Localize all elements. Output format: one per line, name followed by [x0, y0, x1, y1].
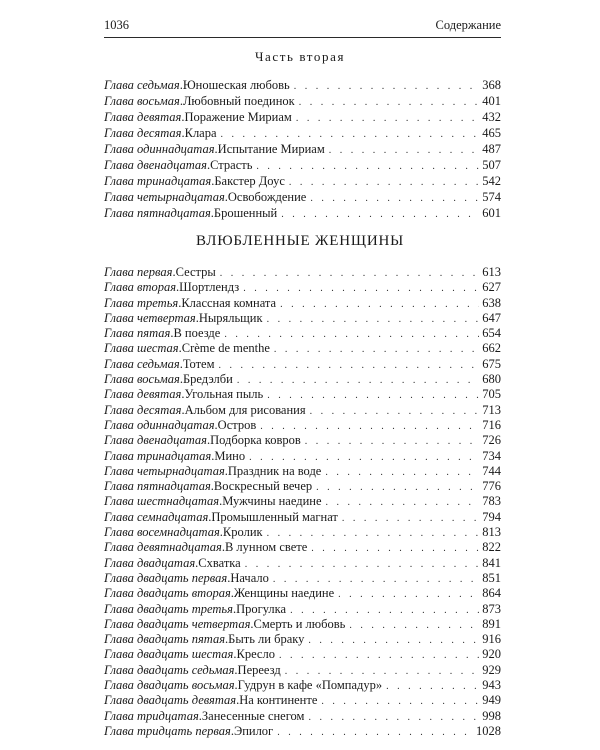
chapter-separator: . — [172, 265, 176, 279]
chapter-title: Мужчины наедине — [222, 494, 322, 509]
toc-entry — [104, 93, 501, 109]
dot-leader — [256, 159, 479, 175]
chapter-title: Мино — [214, 448, 246, 463]
page-ref: 574 — [482, 190, 501, 204]
chapter-label: Глава двадцать четвертая — [104, 616, 251, 631]
chapter-title: Воскресный вечер — [213, 479, 313, 494]
chapter-separator: . — [227, 570, 231, 585]
chapter-label: Глава тридцать первая — [104, 723, 231, 738]
page-ref: 822 — [482, 540, 501, 555]
dot-leader — [308, 633, 479, 648]
chapter-label: Глава пятнадцатая — [104, 479, 211, 494]
dot-leader — [310, 191, 479, 207]
chapter-title: Бакстер Доус — [214, 174, 285, 188]
chapter-separator: . — [179, 356, 183, 371]
chapter-separator: . — [206, 158, 211, 172]
dot-leader — [316, 480, 479, 495]
dot-leader — [277, 725, 473, 740]
page-ref: 680 — [482, 372, 501, 387]
chapter-label: Глава семнадцатая — [104, 509, 209, 524]
chapter-separator: . — [211, 448, 215, 463]
toc-entry — [104, 647, 501, 662]
chapter-separator: . — [179, 94, 183, 108]
page-ref: 891 — [482, 616, 501, 631]
chapter-title: Ныряльщик — [198, 310, 263, 325]
page-ref: 841 — [482, 555, 501, 570]
page-ref: 662 — [482, 341, 501, 356]
chapter-label: Глава восьмая — [104, 94, 180, 108]
toc-entry — [104, 433, 501, 448]
toc-entry — [104, 556, 501, 571]
chapter-title: Crème de menthe — [181, 341, 270, 356]
chapter-separator: . — [170, 326, 174, 341]
chapter-title: Поражение Мириам — [184, 110, 292, 124]
chapter-title: Страсть — [210, 158, 253, 172]
chapter-separator: . — [214, 142, 218, 156]
chapter-separator: . — [232, 601, 237, 616]
chapter-label: Глава третья — [104, 295, 179, 310]
toc-entry — [104, 189, 501, 205]
dot-leader — [274, 342, 479, 357]
chapter-separator: . — [219, 494, 223, 509]
chapter-separator: . — [178, 341, 182, 356]
chapter-label: Глава седьмая — [104, 78, 180, 92]
dot-leader — [245, 557, 480, 572]
chapter-title: Эпилог — [233, 723, 274, 738]
chapter-title: Испытание Мириам — [217, 142, 325, 156]
chapter-separator: . — [224, 463, 228, 478]
chapter-title: Прогулка — [236, 601, 287, 616]
toc-entry — [104, 602, 501, 617]
chapter-label: Глава двадцать девятая — [104, 693, 237, 708]
toc-entry — [104, 205, 501, 221]
toc-entry — [104, 632, 501, 647]
dot-leader — [224, 327, 479, 342]
dot-leader — [260, 419, 479, 434]
chapter-separator: . — [198, 708, 202, 723]
running-title: Содержание — [435, 18, 501, 32]
chapter-label: Глава двадцать вторая — [104, 586, 231, 601]
chapter-title: Смерть и любовь — [253, 616, 346, 631]
page-ref: 916 — [482, 632, 501, 647]
toc-entry — [104, 109, 501, 125]
page-ref: 920 — [482, 647, 501, 662]
chapter-title: Гудрун в кафе «Помпадур» — [237, 678, 383, 693]
chapter-title: В поезде — [173, 326, 221, 341]
chapter-separator: . — [195, 310, 199, 325]
chapter-label: Глава девятая — [104, 110, 182, 124]
chapter-label: Глава двадцать седьмая — [104, 662, 235, 677]
chapter-title: Кресло — [236, 647, 275, 662]
toc-entry — [104, 586, 501, 601]
toc-entry — [104, 157, 501, 173]
dot-leader — [329, 143, 479, 159]
toc-entry — [104, 141, 501, 157]
chapter-separator: . — [181, 387, 185, 402]
page-ref: 794 — [482, 509, 501, 524]
chapter-title: Женщины наедине — [233, 586, 335, 601]
toc-entry — [104, 403, 501, 418]
chapter-title: Любовный поединок — [182, 94, 295, 108]
page-ref: 851 — [482, 570, 501, 585]
chapter-title: Занесенные снегом — [201, 708, 305, 723]
dot-leader — [279, 648, 479, 663]
toc-entry — [104, 617, 501, 632]
chapter-label: Глава седьмая — [104, 356, 180, 371]
page-ref: 998 — [482, 708, 501, 723]
page-ref: 627 — [482, 280, 501, 295]
toc-entry — [104, 449, 501, 464]
toc-entry — [104, 571, 501, 586]
chapter-label: Глава одиннадцатая — [104, 142, 215, 156]
chapter-separator: . — [178, 295, 182, 310]
toc-entry — [104, 341, 501, 356]
dot-leader — [290, 603, 479, 618]
page-ref: 368 — [482, 78, 501, 92]
women-in-love-contents — [104, 265, 501, 739]
dot-leader — [267, 388, 479, 403]
toc-entry — [104, 296, 501, 311]
chapter-separator: . — [181, 110, 185, 124]
dot-leader — [310, 404, 480, 419]
dot-leader — [338, 587, 479, 602]
chapter-title: Переезд — [237, 662, 281, 677]
dot-leader — [305, 434, 479, 449]
page-ref: 744 — [482, 463, 501, 478]
page-ref: 864 — [482, 586, 501, 601]
chapter-separator: . — [210, 206, 214, 220]
toc-entry — [104, 387, 501, 402]
chapter-label: Глава двадцатая — [104, 555, 196, 570]
chapter-separator: . — [234, 678, 238, 693]
dot-leader — [325, 465, 479, 480]
page-ref: 487 — [482, 142, 501, 156]
chapter-title: Клара — [184, 126, 217, 140]
page-ref: 929 — [482, 662, 501, 677]
chapter-separator: . — [181, 126, 185, 140]
chapter-separator: . — [224, 190, 228, 204]
page-ref: 638 — [482, 295, 501, 310]
chapter-separator: . — [230, 586, 234, 601]
chapter-separator: . — [233, 647, 237, 662]
chapter-separator: . — [211, 174, 215, 188]
chapter-separator: . — [210, 479, 214, 494]
dot-leader — [321, 694, 479, 709]
chapter-label: Глава тридцатая — [104, 708, 199, 723]
page-ref: 776 — [482, 479, 501, 494]
chapter-label: Глава двадцать пятая — [104, 632, 226, 647]
chapter-label: Глава восемнадцатая — [104, 525, 220, 540]
chapter-title: Шортлендз — [179, 280, 240, 295]
toc-entry — [104, 311, 501, 326]
chapter-separator: . — [250, 616, 254, 631]
section-title: ВЛЮБЛЕННЫЕ ЖЕНЩИНЫ — [196, 233, 404, 249]
dot-leader — [294, 79, 480, 95]
chapter-label: Глава девятнадцатая — [104, 540, 222, 555]
page-number: 1036 — [104, 18, 129, 32]
chapter-separator: . — [219, 525, 223, 540]
chapter-label: Глава девятая — [104, 387, 182, 402]
page-ref: 401 — [482, 94, 501, 108]
page-ref: 432 — [482, 110, 501, 124]
chapter-separator: . — [225, 632, 229, 647]
dot-leader — [342, 511, 479, 526]
chapter-title: Подборка ковров — [210, 433, 301, 448]
page-ref: 705 — [482, 387, 501, 402]
toc-entry — [104, 678, 501, 693]
page-ref: 813 — [482, 525, 501, 540]
chapter-label: Глава десятая — [104, 126, 182, 140]
chapter-label: Глава четырнадцатая — [104, 190, 225, 204]
chapter-label: Глава вторая — [104, 280, 177, 295]
chapter-title: Освобождение — [227, 190, 307, 204]
chapter-title: Тотем — [182, 356, 215, 371]
chapter-label: Глава десятая — [104, 402, 182, 417]
page-ref: 654 — [482, 326, 501, 341]
toc-entry — [104, 77, 501, 93]
dot-leader — [219, 358, 480, 373]
chapter-title: Промышленный магнат — [211, 509, 338, 524]
dot-leader — [326, 495, 480, 510]
chapter-label: Глава восьмая — [104, 372, 180, 387]
chapter-label: Глава двенадцатая — [104, 433, 207, 448]
page-ref: 716 — [482, 417, 501, 432]
part-two-contents — [104, 77, 501, 221]
chapter-title: Начало — [230, 570, 269, 585]
chapter-title: Схватка — [198, 555, 241, 570]
page-ref: 1028 — [476, 723, 501, 738]
chapter-title: Бредэлби — [182, 372, 233, 387]
page-ref: 734 — [482, 448, 501, 463]
chapter-separator: . — [208, 509, 212, 524]
dot-leader — [249, 450, 479, 465]
dot-leader — [289, 175, 479, 191]
dot-leader — [220, 266, 479, 281]
dot-leader — [299, 95, 480, 111]
dot-leader — [273, 572, 479, 587]
page-ref: 943 — [482, 678, 501, 693]
chapter-title: Альбом для рисования — [184, 402, 306, 417]
chapter-label: Глава двенадцатая — [104, 158, 207, 172]
toc-entry — [104, 494, 501, 509]
running-head — [104, 15, 501, 38]
chapter-separator: . — [214, 417, 218, 432]
toc-entry — [104, 693, 501, 708]
toc-entry — [104, 525, 501, 540]
toc-entry — [104, 357, 501, 372]
dot-leader — [243, 281, 479, 296]
dot-leader — [308, 710, 479, 725]
toc-entry — [104, 280, 501, 295]
dot-leader — [237, 373, 479, 388]
chapter-title: В лунном свете — [224, 540, 308, 555]
chapter-title: Праздник на воде — [227, 463, 322, 478]
page-ref: 726 — [482, 433, 501, 448]
toc-entry — [104, 265, 501, 280]
page-ref: 713 — [482, 402, 501, 417]
page-ref: 542 — [482, 174, 501, 188]
toc-entry — [104, 663, 501, 678]
page-ref: 507 — [482, 158, 501, 172]
chapter-label: Глава двадцать первая — [104, 570, 228, 585]
chapter-label: Глава четырнадцатая — [104, 463, 225, 478]
chapter-label: Глава четвертая — [104, 310, 196, 325]
chapter-title: Угольная пыль — [184, 387, 264, 402]
chapter-label: Глава первая — [104, 265, 173, 279]
page-ref: 873 — [482, 601, 501, 616]
dot-leader — [281, 207, 479, 223]
chapter-separator: . — [195, 555, 199, 570]
toc-entry — [104, 125, 501, 141]
toc-entry — [104, 372, 501, 387]
toc-entry — [104, 540, 501, 555]
chapter-separator: . — [181, 402, 185, 417]
chapter-separator: . — [230, 723, 234, 738]
dot-leader — [280, 297, 479, 312]
chapter-label: Глава пятая — [104, 326, 171, 341]
page-ref: 647 — [482, 310, 501, 325]
chapter-title: Остров — [217, 417, 257, 432]
dot-leader — [267, 312, 480, 327]
page-ref: 465 — [482, 126, 501, 140]
dot-leader — [296, 111, 479, 127]
chapter-label: Глава тринадцатая — [104, 174, 212, 188]
part-title: Часть вторая — [254, 49, 346, 64]
chapter-label: Глава одиннадцатая — [104, 417, 215, 432]
page-ref: 783 — [482, 494, 501, 509]
chapter-separator: . — [236, 693, 240, 708]
toc-entry — [104, 510, 501, 525]
toc-entry — [104, 418, 501, 433]
chapter-label: Глава двадцать восьмая — [104, 678, 235, 693]
chapter-label: Глава тринадцатая — [104, 448, 212, 463]
chapter-separator: . — [179, 372, 183, 387]
chapter-label: Глава пятнадцатая — [104, 206, 211, 220]
toc-entry — [104, 173, 501, 189]
toc-entry — [104, 724, 501, 739]
chapter-separator: . — [221, 540, 225, 555]
chapter-title: Юношеская любовь — [182, 78, 290, 92]
chapter-title: Брошенный — [213, 206, 278, 220]
page-ref: 949 — [482, 693, 501, 708]
dot-leader — [267, 526, 480, 541]
dot-leader — [386, 679, 479, 694]
chapter-title: Сестры — [175, 265, 216, 279]
dot-leader — [311, 541, 479, 556]
toc-entry — [104, 709, 501, 724]
toc-entry — [104, 464, 501, 479]
page-ref: 601 — [482, 206, 501, 220]
chapter-label: Глава двадцать шестая — [104, 647, 234, 662]
page-ref: 675 — [482, 356, 501, 371]
dot-leader — [349, 618, 479, 633]
chapter-title: Классная комната — [181, 295, 277, 310]
toc-entry — [104, 479, 501, 494]
chapter-label: Глава шестнадцатая — [104, 494, 220, 509]
chapter-separator: . — [206, 433, 211, 448]
chapter-label: Глава шестая — [104, 341, 179, 356]
chapter-title: Быть ли браку — [228, 632, 305, 647]
chapter-title: На континенте — [239, 693, 318, 708]
chapter-separator: . — [176, 280, 180, 295]
chapter-label: Глава двадцать третья — [104, 601, 233, 616]
page-ref: 613 — [482, 265, 501, 279]
chapter-title: Кролик — [222, 525, 263, 540]
dot-leader — [285, 664, 480, 679]
chapter-separator: . — [234, 662, 238, 677]
toc-entry — [104, 326, 501, 341]
chapter-separator: . — [179, 78, 183, 92]
